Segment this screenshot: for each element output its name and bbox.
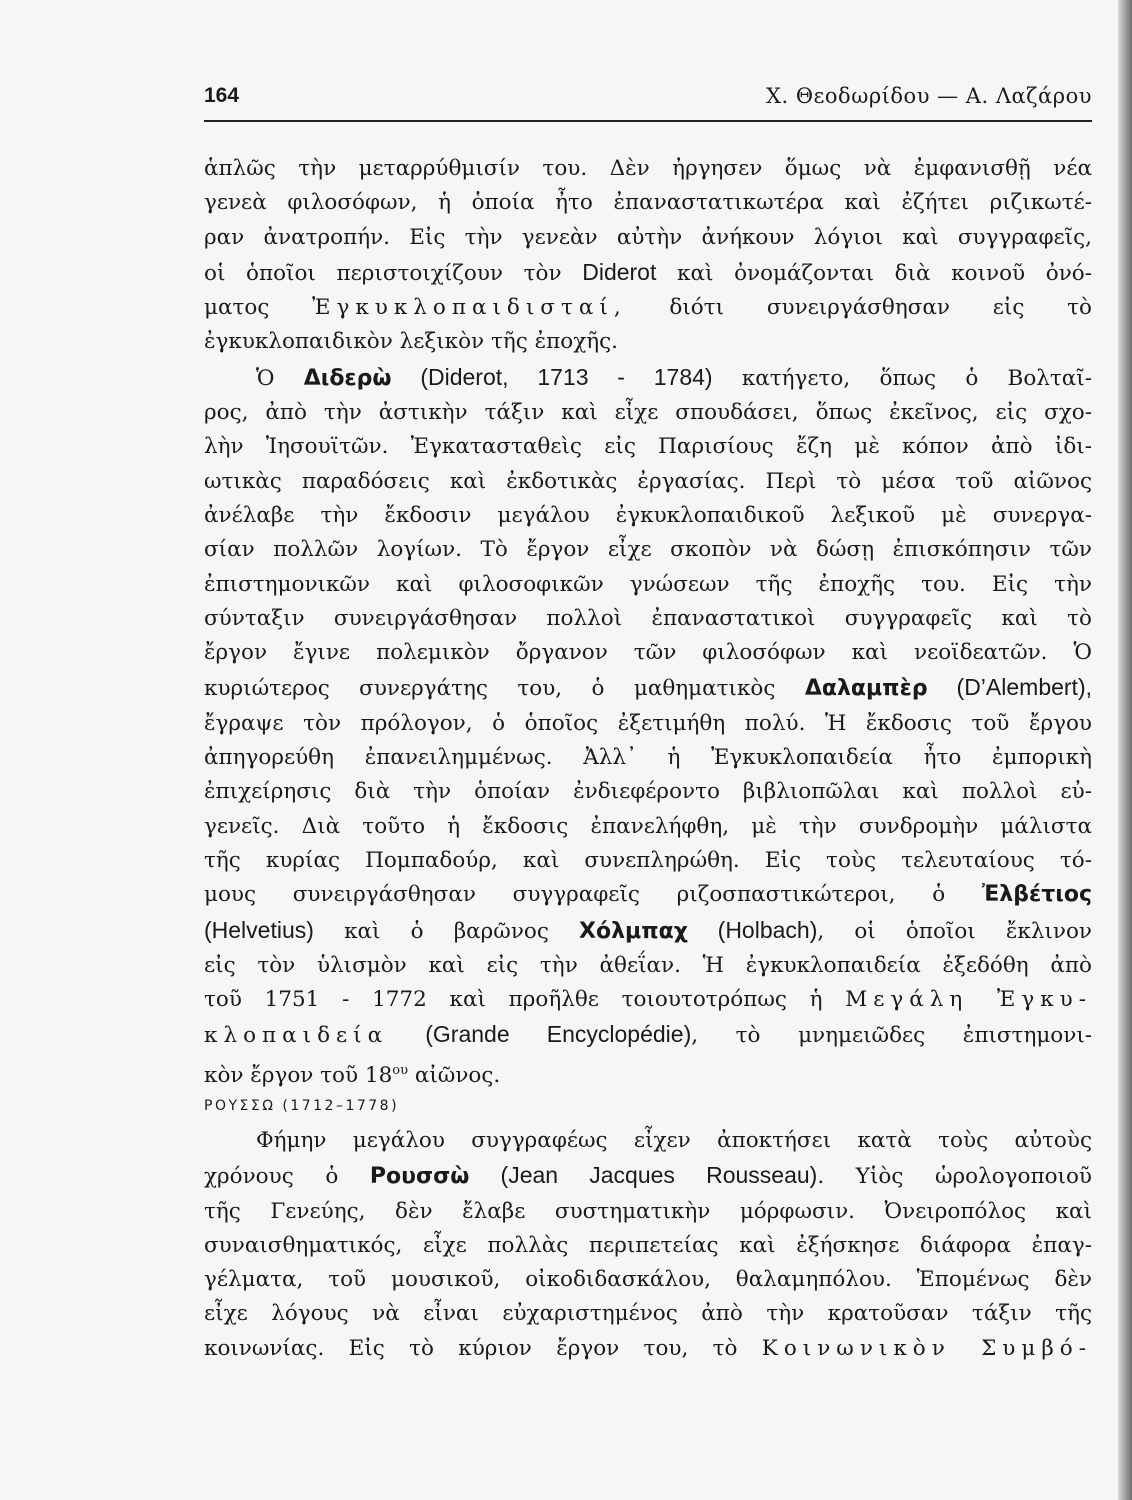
text-line: τῆς κυρίας Πομπαδούρ, καὶ συνεπληρώθη. Εἰς τοὺς τελευταίους τό- (204, 847, 1092, 873)
text-line: ματος Ἐγκυκλοπαιδισταί, διότι συνειργάσθησαν εἰς τὸ (204, 295, 1092, 321)
page-number: 164 (204, 84, 240, 107)
text-line: σίαν πολλῶν λογίων. Τὸ ἔργον εἶχε σκοπὸν νὰ δώσῃ ἐπισκόπησιν τῶν (204, 537, 1092, 563)
text-line: (Helvetius) καὶ ὁ βαρῶνος Χόλμπαχ (Holbach), οἱ ὁποῖοι ἔκλινον (204, 916, 1092, 944)
body-text-main (204, 152, 1092, 1093)
text-line: κλοπαιδεία (Grande Encyclopédie), τὸ μνημειῶδες ἐπιστημονι- (204, 1021, 1093, 1049)
spaced-term: Μεγάλη Ἐγκυ- (845, 987, 1092, 1013)
text-line: ωτικὰς παραδόσεις καὶ ἐκδοτικὰς ἐργασίας. Περὶ τὸ μέσα τοῦ αἰῶνος (204, 468, 1092, 494)
text-line: γενεὰ φιλοσόφων, ἡ ὁποία ἦτο ἐπαναστατικωτέρα καὶ ἐζήτει ριζικωτέ- (204, 190, 1092, 216)
text-line: ραν ἀνατροπήν. Εἰς τὴν γενεὰν αὐτὴν ἀνήκουν λόγιοι καὶ συγγραφεῖς, (204, 224, 1092, 250)
section-heading-rousseau: ΡΟΥΣΣΩ (1712–1778) (204, 1098, 400, 1114)
bold-name-diderot: Διδερὼ (303, 365, 392, 391)
text-line: εἶχε λόγους νὰ εἶναι εὐχαριστημένος ἀπὸ τὴν κρατοῦσαν τάξιν τῆς (204, 1301, 1092, 1327)
body-text-rousseau (204, 1124, 1092, 1366)
text-line: ἔγραψε τὸν πρόλογον, ὁ ὁποῖος ἐξετιμήθη πολύ. Ἡ ἔκδοσις τοῦ ἔργου (204, 710, 1092, 736)
text-line: συναισθηματικός, εἶχε πολλὰς περιπετείας καὶ ἐξήσκησε διάφορα ἐπαγ- (204, 1232, 1092, 1258)
text-line: ἀνέλαβε τὴν ἔκδοσιν μεγάλου ἐγκυκλοπαιδικοῦ λεξικοῦ μὲ συνεργα- (204, 502, 1092, 528)
text-line: εἰς τὸν ὑλισμὸν καὶ εἰς τὴν ἀθεΐαν. Ἡ ἐγκυκλοπαιδεία ἐξεδόθη ἀπὸ (204, 952, 1092, 978)
spaced-term: κλοπαιδεία (204, 1023, 389, 1049)
text-line: μους συνειργάσθησαν συγγραφεῖς ριζοσπαστικώτεροι, ὁ Ἐλβέτιος (204, 882, 1092, 908)
text-line: ἔργον ἔγινε πολεμικὸν ὄργανον τῶν φιλοσόφων καὶ νεοϊδεατῶν. Ὁ (204, 640, 1092, 666)
page-header (204, 84, 1092, 114)
text-line: κοινωνίας. Εἰς τὸ κύριον ἔργον του, τὸ Κοινωνικὸν Συμβό- (204, 1335, 1092, 1361)
bold-name-helvetius: Ἐλβέτιος (981, 882, 1092, 908)
bold-name-rousseau: Ρουσσὼ (369, 1164, 470, 1190)
text-line: σύνταξιν συνειργάσθησαν πολλοὶ ἐπαναστατικοὶ συγγραφεῖς καὶ τὸ (204, 605, 1092, 631)
header-rule (204, 120, 1092, 122)
spaced-term: Ἐγκυκλοπαιδισταί, (312, 295, 627, 321)
text-line: κὸν ἔργον τοῦ $18^{o\upsilon}$ αἰῶνος. (204, 1062, 501, 1088)
text-line: κυριώτερος συνεργάτης του, ὁ μαθηματικὸς Δαλαμπὲρ (D’Alembert), (204, 674, 1092, 702)
name-diderot: Diderot (582, 258, 657, 285)
text-line: χρόνους ὁ Ρουσσὼ (Jean Jacques Rousseau). Υἱὸς ὡρολογοποιοῦ (204, 1162, 1092, 1190)
bold-name-dalembert: Δαλαμπὲρ (804, 676, 928, 702)
page-edge-shadow (1118, 0, 1132, 1500)
text-line: γέλματα, τοῦ μουσικοῦ, οἰκοδιδασκάλου, θαλαμηπόλου. Ἑπομένως δὲν (204, 1267, 1092, 1293)
text-line: ἐπιχείρησις διὰ τὴν ὁποίαν ἐνδιεφέροντο βιβλιοπῶλαι καὶ πολλοὶ εὐ- (204, 779, 1092, 805)
running-head: Χ. Θεοδωρίδου — Α. Λαζάρου (766, 84, 1092, 108)
bold-name-holbach: Χόλμπαχ (579, 918, 688, 944)
text-line: ἐπιστημονικῶν καὶ φιλοσοφικῶν γνώσεων τῆς ἐποχῆς του. Εἰς τὴν (204, 571, 1092, 597)
text-line: τῆς Γενεύης, δὲν ἔλαβε συστηματικὴν μόρφωσιν. Ὀνειροπόλος καὶ (204, 1198, 1092, 1224)
text-line: γενεῖς. Διὰ τοῦτο ἡ ἔκδοσις ἐπανελήφθη, μὲ τὴν συνδρομὴν μάλιστα (204, 813, 1092, 839)
text-line: οἱ ὁποῖοι περιστοιχίζουν τὸν Diderot καὶ ὀνομάζονται διὰ κοινοῦ ὀνό- (204, 258, 1093, 286)
text-line: ἁπλῶς τὴν μεταρρύθμισίν του. Δὲν ἠργησεν ὅμως νὰ ἐμφανισθῇ νέα (204, 156, 1092, 181)
spaced-term: Κοινωνικὸν Συμβό- (761, 1335, 1092, 1361)
text-line: ἐγκυκλοπαιδικὸν λεξικὸν τῆς ἐποχῆς. (204, 329, 619, 355)
text-line: ἀπηγορεύθη ἐπανειλημμένως. Ἀλλ᾿ ἡ Ἐγκυκλοπαιδεία ἦτο ἐμπορικὴ (204, 745, 1092, 771)
text-line: τοῦ 1751 - 1772 καὶ προῆλθε τοιουτοτρόπως ἡ Μεγάλη Ἐγκυ- (204, 987, 1092, 1013)
text-line: Φήμην μεγάλου συγγραφέως εἶχεν ἀποκτήσει κατὰ τοὺς αὐτοὺς (256, 1128, 1092, 1153)
text-line: ρος, ἀπὸ τὴν ἀστικὴν τάξιν καὶ εἶχε σπουδάσει, ὅπως ἐκεῖνος, εἰς σχο- (204, 400, 1092, 426)
text-line: λὴν Ἰησουϊτῶν. Ἐγκατασταθεὶς εἰς Παρισίους ἔζη μὲ κόπον ἀπὸ ἰδι- (204, 434, 1092, 460)
text-line: Ὁ Διδερὼ (Diderot, 1713 - 1784) κατήγετο, ὅπως ὁ Βολταῖ- (256, 363, 1092, 391)
